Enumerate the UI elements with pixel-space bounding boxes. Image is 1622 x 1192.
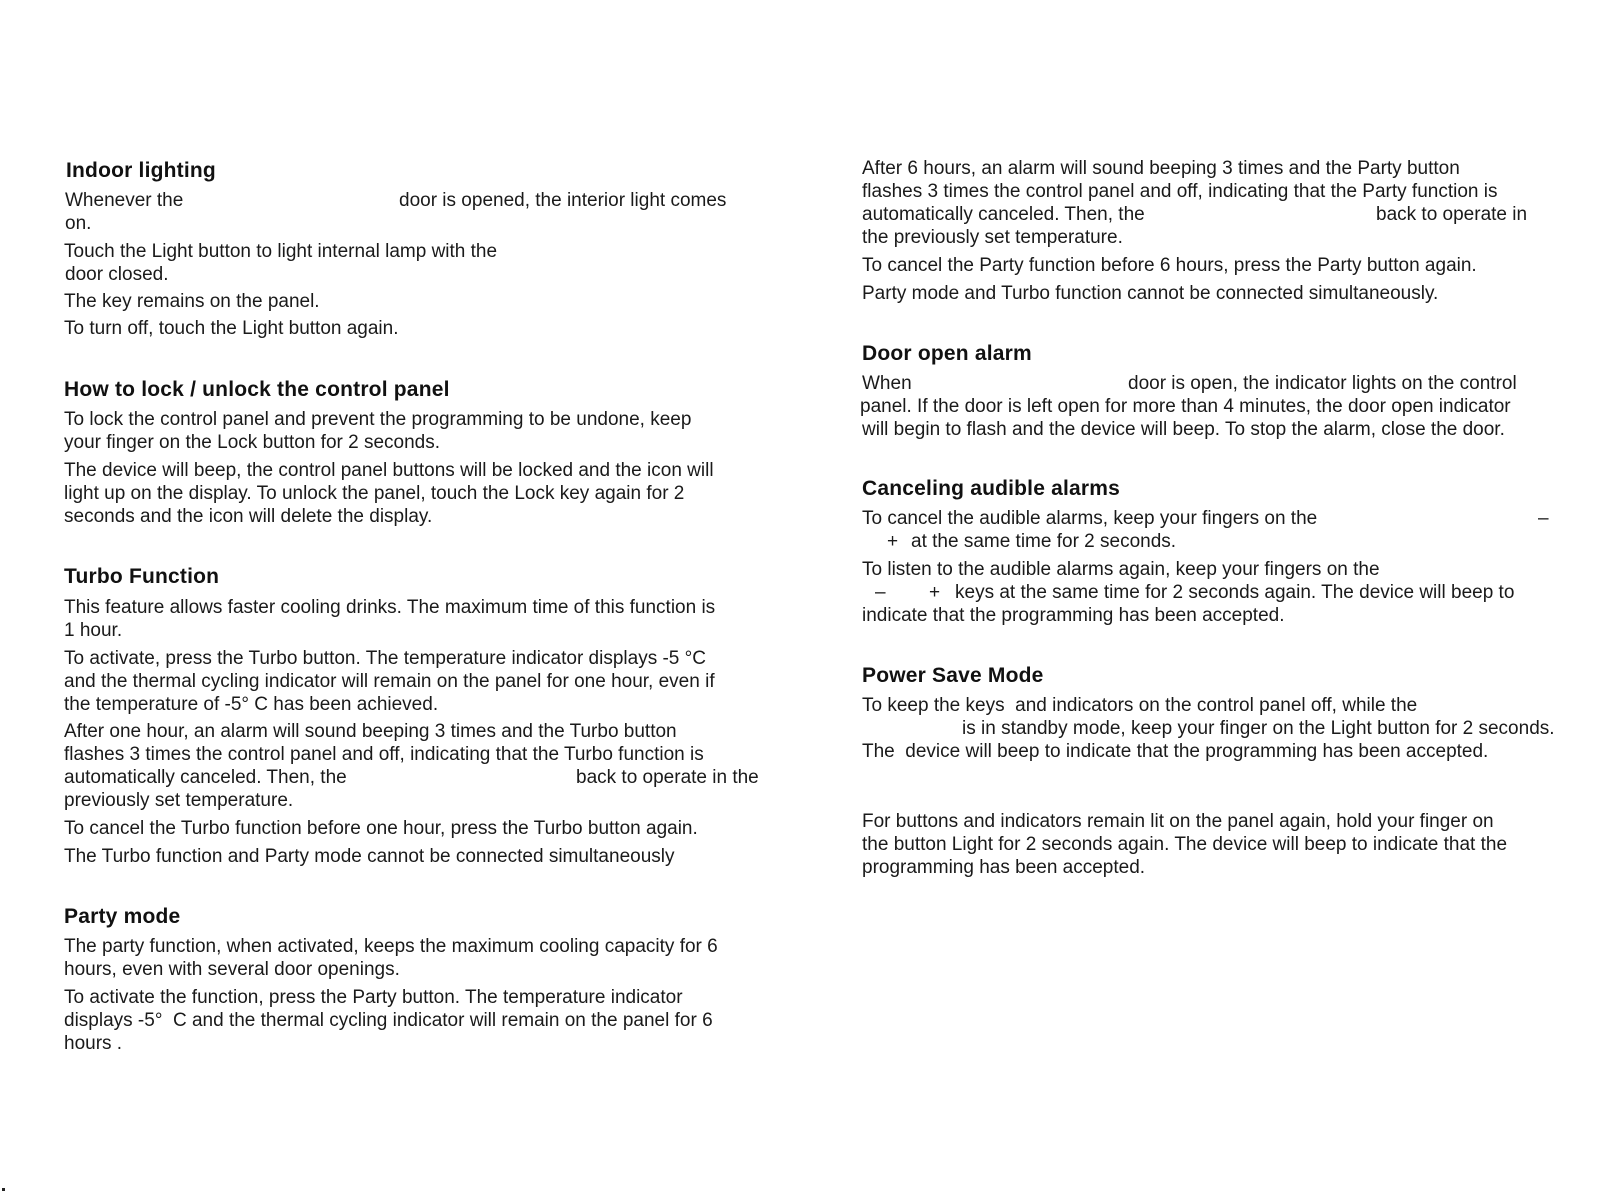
heading-turbo-function: Turbo Function bbox=[64, 565, 220, 588]
plus-key-label: + bbox=[929, 582, 941, 603]
text-line: light up on the display. To unlock the panel, touch the Lock key again for 2 bbox=[64, 483, 685, 504]
text-line: will begin to flash and the device will beep. To stop the alarm, close the door. bbox=[862, 419, 1505, 440]
text-line: To keep the keys and indicators on the control panel off, while the bbox=[862, 695, 1418, 716]
text-line: on. bbox=[65, 213, 92, 234]
text-line: seconds and the icon will delete the display. bbox=[64, 506, 433, 527]
text-line: After one hour, an alarm will sound beeping 3 times and the Turbo button bbox=[64, 721, 677, 742]
minus-key-label: – bbox=[875, 582, 886, 603]
text-line: keys at the same time for 2 seconds again. The device will beep to bbox=[955, 582, 1515, 603]
text-line: automatically canceled. Then, the bbox=[862, 204, 1145, 225]
text-line: indicate that the programming has been accepted. bbox=[862, 605, 1285, 626]
text-line: Whenever the bbox=[65, 190, 184, 211]
heading-power-save-mode: Power Save Mode bbox=[862, 664, 1044, 687]
text-line: The Turbo function and Party mode cannot be connected simultaneously bbox=[64, 846, 675, 867]
text-line: flashes 3 times the control panel and off, indicating that the Party function is bbox=[862, 181, 1498, 202]
text-line: the previously set temperature. bbox=[862, 227, 1123, 248]
text-line: previously set temperature. bbox=[64, 790, 294, 811]
text-line: flashes 3 times the control panel and off, indicating that the Turbo function is bbox=[64, 744, 704, 765]
text-line: door is open, the indicator lights on the control bbox=[1128, 373, 1517, 394]
text-line: For buttons and indicators remain lit on the panel again, hold your finger on bbox=[862, 811, 1494, 832]
text-line: The device will beep to indicate that the programming has been accepted. bbox=[862, 741, 1489, 762]
text-line: 1 hour. bbox=[64, 620, 123, 641]
text-line: back to operate in bbox=[1376, 204, 1528, 225]
text-line: and the thermal cycling indicator will remain on the panel for one hour, even if bbox=[64, 671, 715, 692]
text-line: To cancel the Turbo function before one hour, press the Turbo button again. bbox=[64, 818, 698, 839]
text-line: hours, even with several door openings. bbox=[64, 959, 400, 980]
plus-key-label: + bbox=[887, 531, 899, 552]
text-line: To cancel the Party function before 6 hours, press the Party button again. bbox=[862, 255, 1477, 276]
text-line: When bbox=[862, 373, 912, 394]
text-line: automatically canceled. Then, the bbox=[64, 767, 347, 788]
text-line: programming has been accepted. bbox=[862, 857, 1146, 878]
text-line: To cancel the audible alarms, keep your fingers on the bbox=[862, 508, 1318, 529]
text-line: is in standby mode, keep your finger on the Light button for 2 seconds. bbox=[962, 718, 1555, 739]
text-line: door closed. bbox=[65, 264, 169, 285]
text-line: Touch the Light button to light internal lamp with the bbox=[64, 241, 498, 262]
text-line: To turn off, touch the Light button again. bbox=[64, 318, 399, 339]
text-line: The device will beep, the control panel buttons will be locked and the icon will bbox=[64, 460, 714, 481]
heading-canceling-audible-alarms: Canceling audible alarms bbox=[862, 477, 1121, 500]
text-line: the temperature of -5° C has been achieved. bbox=[64, 694, 439, 715]
text-line: To lock the control panel and prevent the programming to be undone, keep bbox=[64, 409, 692, 430]
text-line: Party mode and Turbo function cannot be connected simultaneously. bbox=[862, 283, 1439, 304]
minus-key-label: – bbox=[1538, 508, 1549, 529]
heading-lock-unlock: How to lock / unlock the control panel bbox=[64, 378, 450, 401]
text-line: your finger on the Lock button for 2 seconds. bbox=[64, 432, 441, 453]
text-line: To listen to the audible alarms again, keep your fingers on the bbox=[862, 559, 1380, 580]
text-line: the button Light for 2 seconds again. The device will beep to indicate that the bbox=[862, 834, 1508, 855]
heading-door-open-alarm: Door open alarm bbox=[862, 342, 1032, 365]
heading-party-mode: Party mode bbox=[64, 905, 181, 928]
text-line: panel. If the door is left open for more than 4 minutes, the door open indicator bbox=[860, 396, 1511, 417]
text-line: door is opened, the interior light comes bbox=[399, 190, 727, 211]
text-line: hours . bbox=[64, 1033, 123, 1054]
text-line: To activate, press the Turbo button. The temperature indicator displays -5 °C bbox=[64, 648, 706, 669]
heading-indoor-lighting: Indoor lighting bbox=[66, 159, 216, 182]
text-line: After 6 hours, an alarm will sound beeping 3 times and the Party button bbox=[862, 158, 1460, 179]
text-line: at the same time for 2 seconds. bbox=[911, 531, 1177, 552]
text-line: This feature allows faster cooling drinks. The maximum time of this function is bbox=[64, 597, 716, 618]
text-line: back to operate in the bbox=[576, 767, 759, 788]
text-line: The party function, when activated, keeps the maximum cooling capacity for 6 bbox=[64, 936, 718, 957]
text-line: The key remains on the panel. bbox=[64, 291, 320, 312]
page-mark bbox=[2, 1188, 5, 1191]
text-line: displays -5° C and the thermal cycling indicator will remain on the panel for 6 bbox=[64, 1010, 713, 1031]
text-line: To activate the function, press the Party button. The temperature indicator bbox=[64, 987, 683, 1008]
